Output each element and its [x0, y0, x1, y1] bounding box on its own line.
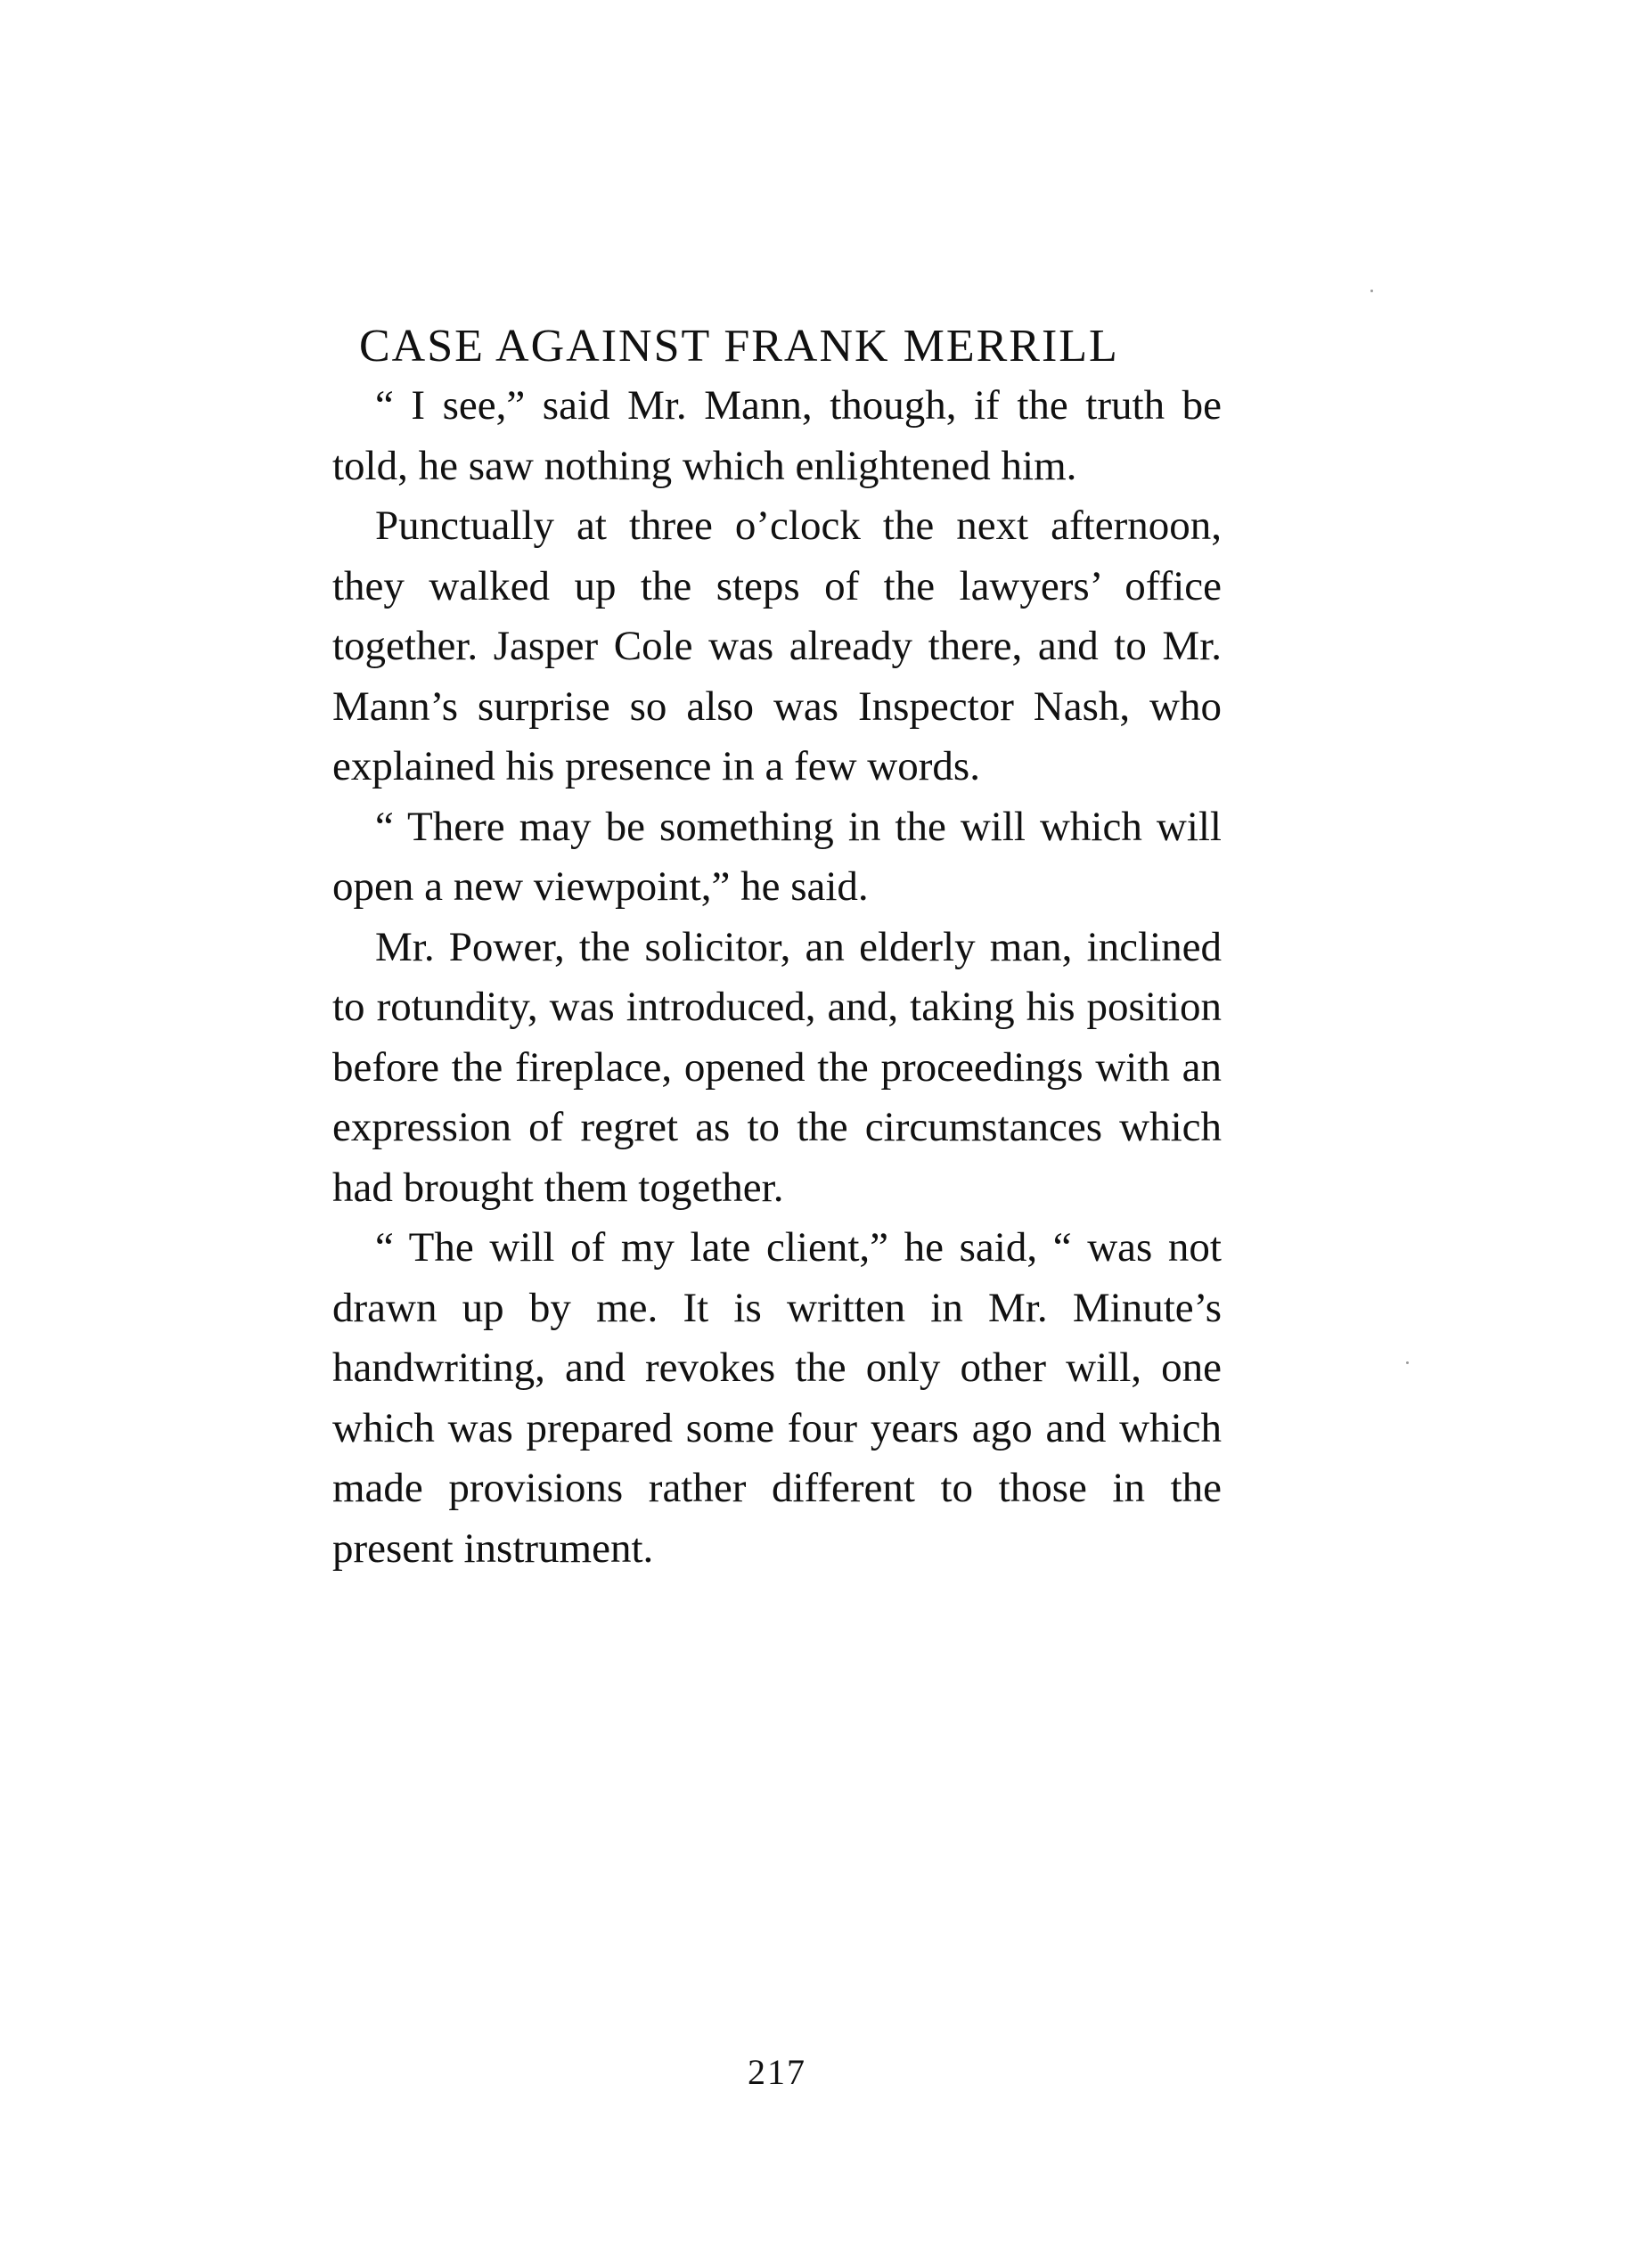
page-number: 217 [748, 2052, 806, 2092]
paragraph: “ I see,” said Mr. Mann, though, if the truth be told, he saw nothing which enlightened him. [332, 382, 1222, 489]
paragraph: Mr. Power, the solicitor, an elderly man, inclined to rotundity, was introduced, and, taking his position before the fireplace, opened the proceedings with an expression of regret as to the circumstances which had brought them together. [332, 923, 1222, 1211]
running-head: CASE AGAINST FRANK MERRILL [359, 321, 1119, 372]
paper-speck [1370, 290, 1373, 292]
paragraph: “ There may be something in the will which will open a new viewpoint,” he said. [332, 803, 1222, 910]
paragraph: Punctually at three o’clock the next afternoon, they walked up the steps of the lawyers’ office together. Jasper Cole was already there, and to Mr. Mann’s surprise so also was Inspector Nash, who explained his presence in a few words. [332, 503, 1222, 789]
paragraph: “ The will of my late client,” he said, “ was not drawn up by me. It is written in Mr. Minute’s handwriting, and revokes the only other will, one which was prepared some four years ago and which made provisions rather different to those in the present instrument. [332, 1224, 1222, 1572]
page-text-block [332, 316, 1222, 2092]
paper-speck [1406, 1361, 1409, 1364]
